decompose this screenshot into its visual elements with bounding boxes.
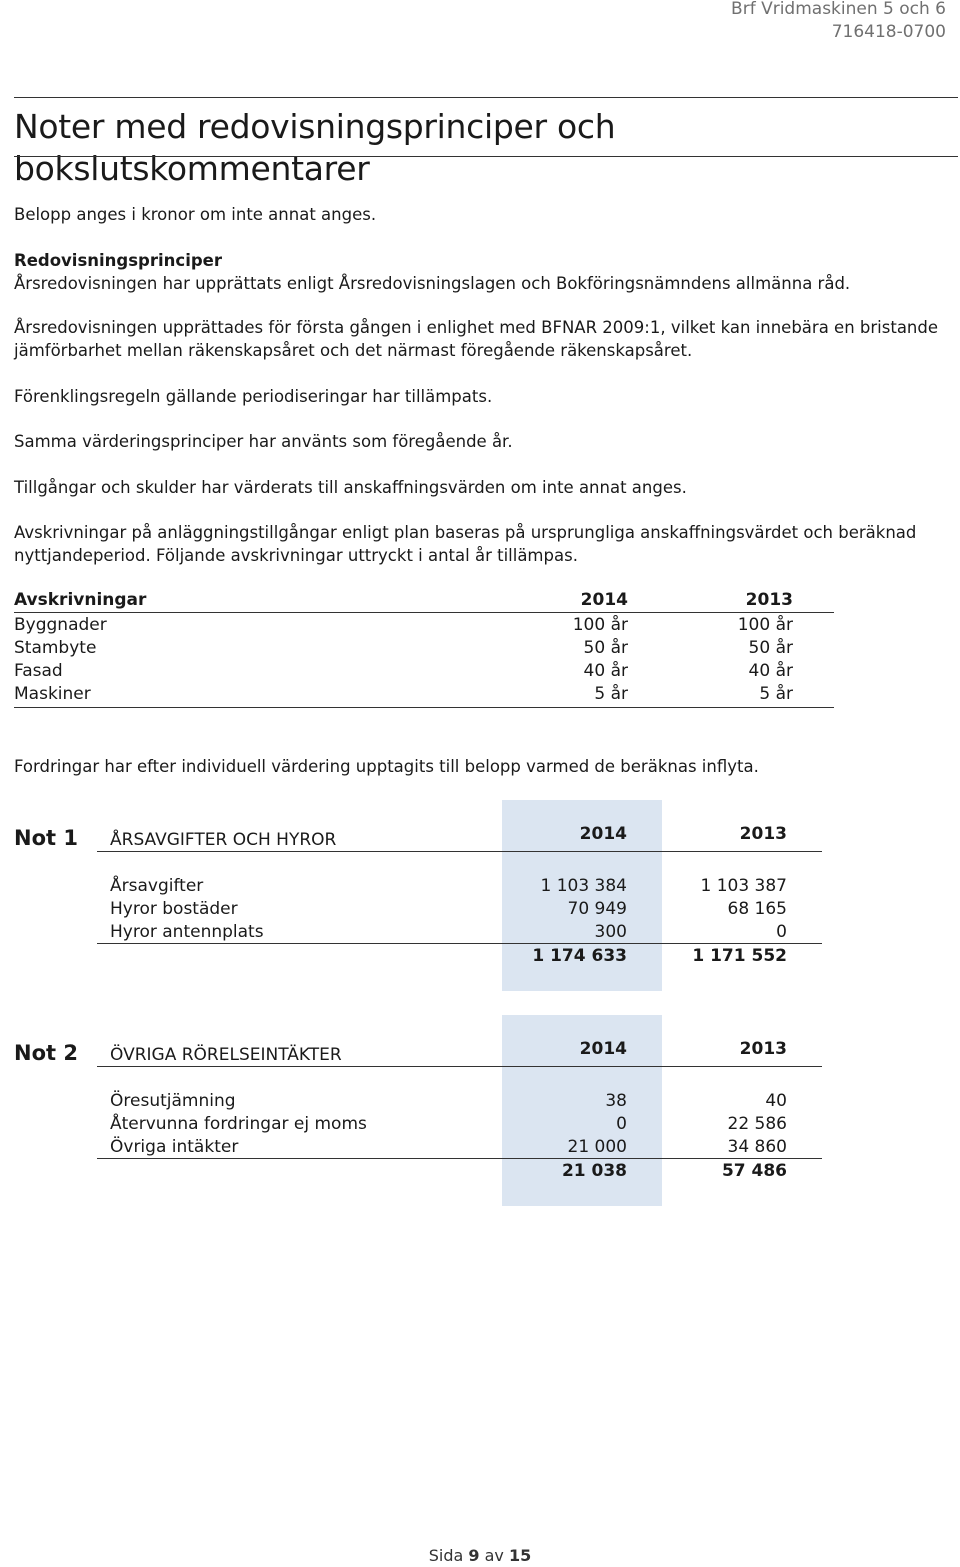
note1-row-label: Årsavgifter <box>110 876 204 896</box>
note1-row-2014: 300 <box>594 922 627 942</box>
note1-total-2013: 1 171 552 <box>692 946 787 966</box>
principles-p2-line2: jämförbarhet mellan räkenskapsåret och det närmast föregående räkenskapsåret. <box>14 341 693 360</box>
note2-row-label: Öresutjämning <box>110 1091 236 1111</box>
depreciation-row-label: Maskiner <box>14 684 91 704</box>
note1-title: ÅRSAVGIFTER OCH HYROR <box>110 830 337 850</box>
note2-total-2014: 21 038 <box>561 1161 627 1181</box>
org-number: 716418-0700 <box>831 22 946 42</box>
depreciation-row-2014: 5 år <box>594 684 628 704</box>
note1-row-label: Hyror bostäder <box>110 899 238 919</box>
note2-row-2013: 22 586 <box>727 1114 787 1134</box>
footer-page-number: 9 <box>468 1546 480 1565</box>
note2-row-label: Övriga intäkter <box>110 1137 239 1157</box>
principles-heading: Redovisningsprinciper <box>14 251 222 270</box>
footer-prefix: Sida <box>428 1546 464 1565</box>
note2-header-rule <box>97 1066 822 1067</box>
note2-row-2013: 40 <box>765 1091 787 1111</box>
org-name: Brf Vridmaskinen 5 och 6 <box>731 0 946 19</box>
page-title: Noter med redovisningsprinciper och bokslutskommentarer <box>14 107 616 188</box>
depreciation-header-rule <box>14 612 834 613</box>
note1-total-rule <box>97 943 822 944</box>
note1-year2: 2013 <box>739 824 787 844</box>
footer-separator: av <box>484 1546 504 1565</box>
note2-row-2014: 0 <box>616 1114 627 1134</box>
note1-row-2014: 70 949 <box>567 899 627 919</box>
depreciation-row-label: Stambyte <box>14 638 97 658</box>
depreciation-row-2014: 100 år <box>572 615 628 635</box>
note1-row-2013: 68 165 <box>727 899 787 919</box>
depreciation-row-2013: 40 år <box>748 661 793 681</box>
principles-p6-line2: nyttjandeperiod. Följande avskrivningar uttryckt i antal år tillämpas. <box>14 546 578 565</box>
note2-total-rule <box>97 1158 822 1159</box>
depreciation-row-2014: 40 år <box>583 661 628 681</box>
note2-row-2013: 34 860 <box>727 1137 787 1157</box>
depreciation-row-label: Fasad <box>14 661 63 681</box>
note2-title: ÖVRIGA RÖRELSEINTÄKTER <box>110 1045 342 1065</box>
title-top-rule <box>14 97 958 98</box>
note2-label: Not 2 <box>14 1041 78 1065</box>
principles-p2-line1: Årsredovisningen upprättades för första gången i enlighet med BFNAR 2009:1, vilket kan innebära en bristande <box>14 318 939 337</box>
note2-year2: 2013 <box>739 1039 787 1059</box>
depreciation-row-2013: 5 år <box>759 684 793 704</box>
note2-year1: 2014 <box>579 1039 627 1059</box>
note1-total-2014: 1 174 633 <box>532 946 627 966</box>
footer-page-total: 15 <box>509 1546 532 1565</box>
depreciation-header-label: Avskrivningar <box>14 590 147 610</box>
depreciation-row-2013: 50 år <box>748 638 793 658</box>
note1-row-2013: 0 <box>776 922 787 942</box>
title-bottom-rule <box>14 156 958 157</box>
depreciation-bottom-rule <box>14 707 834 708</box>
depreciation-header-year1: 2014 <box>580 590 628 610</box>
principles-p3: Förenklingsregeln gällande periodiseringar har tillämpats. <box>14 387 493 406</box>
principles-p6-line1: Avskrivningar på anläggningstillgångar enligt plan baseras på ursprungliga anskaffningsvärdet och beräknad <box>14 523 917 542</box>
principles-p5: Tillgångar och skulder har värderats till anskaffningsvärden om inte annat anges. <box>14 478 687 497</box>
note1-header-rule <box>97 851 822 852</box>
principles-p4: Samma värderingsprinciper har använts som föregående år. <box>14 432 513 451</box>
receivables-text: Fordringar har efter individuell värdering upptagits till belopp varmed de beräknas inflyta. <box>14 757 759 776</box>
depreciation-row-label: Byggnader <box>14 615 107 635</box>
note2-row-2014: 21 000 <box>567 1137 627 1157</box>
note2-total-2013: 57 486 <box>721 1161 787 1181</box>
note1-row-2014: 1 103 384 <box>540 876 627 896</box>
depreciation-row-2014: 50 år <box>583 638 628 658</box>
depreciation-header-year2: 2013 <box>745 590 793 610</box>
note1-row-label: Hyror antennplats <box>110 922 264 942</box>
intro-text: Belopp anges i kronor om inte annat anges. <box>14 205 377 224</box>
note2-row-2014: 38 <box>605 1091 627 1111</box>
depreciation-row-2013: 100 år <box>737 615 793 635</box>
note1-label: Not 1 <box>14 826 78 850</box>
note2-row-label: Återvunna fordringar ej moms <box>110 1114 367 1134</box>
note1-year1: 2014 <box>579 824 627 844</box>
note1-row-2013: 1 103 387 <box>700 876 787 896</box>
page-footer <box>0 1545 960 1567</box>
principles-p1: Årsredovisningen har upprättats enligt Årsredovisningslagen och Bokföringsnämndens allmänna råd. <box>14 274 851 293</box>
